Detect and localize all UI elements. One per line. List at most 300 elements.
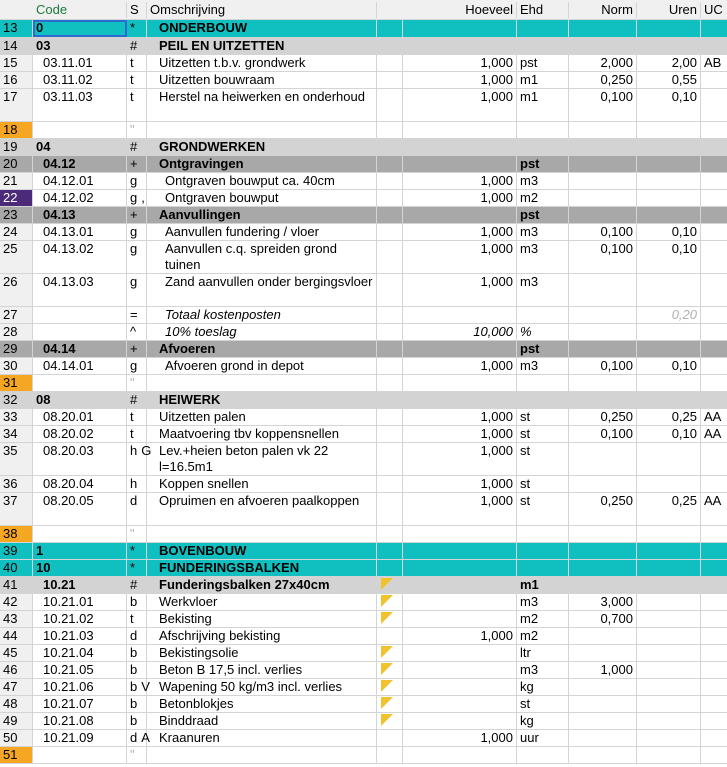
norm-cell[interactable]	[569, 324, 637, 340]
hoeveel-cell[interactable]	[403, 139, 517, 155]
marker-cell[interactable]	[377, 324, 403, 340]
marker-cell[interactable]	[377, 55, 403, 71]
hoeveel-cell[interactable]	[403, 341, 517, 357]
ehd-cell[interactable]: m3	[517, 224, 569, 240]
s-cell[interactable]	[127, 543, 147, 559]
marker-cell[interactable]	[377, 190, 403, 206]
marker-cell[interactable]	[377, 173, 403, 189]
description-cell[interactable]: Koppen snellen	[147, 476, 377, 492]
description-cell[interactable]: BOVENBOUW	[147, 543, 377, 559]
norm-cell[interactable]	[569, 696, 637, 712]
uren-cell[interactable]	[637, 20, 701, 37]
marker-cell[interactable]	[377, 89, 403, 121]
description-cell[interactable]: Aanvullen fundering / vloer	[147, 224, 377, 240]
row-number[interactable]: 33	[0, 409, 33, 425]
marker-cell[interactable]	[377, 747, 403, 763]
description-cell[interactable]	[147, 375, 377, 391]
ehd-cell[interactable]: m3	[517, 662, 569, 678]
uc-cell[interactable]	[701, 645, 727, 661]
uc-cell[interactable]	[701, 241, 727, 273]
uren-cell[interactable]	[637, 122, 701, 138]
marker-cell[interactable]	[377, 476, 403, 492]
row-number[interactable]: 23	[0, 207, 33, 223]
note-marker-icon[interactable]	[381, 663, 393, 675]
s-cell[interactable]	[127, 173, 147, 189]
uren-cell[interactable]	[637, 560, 701, 576]
norm-cell[interactable]: 0,100	[569, 241, 637, 273]
code-cell[interactable]: 04	[33, 139, 127, 155]
norm-cell[interactable]: 0,700	[569, 611, 637, 627]
row-number[interactable]: 41	[0, 577, 33, 593]
marker-cell[interactable]	[377, 358, 403, 374]
norm-cell[interactable]	[569, 173, 637, 189]
uren-cell[interactable]	[637, 594, 701, 610]
description-cell[interactable]: Herstel na heiwerken en onderhoud	[147, 89, 377, 121]
ehd-cell[interactable]	[517, 38, 569, 54]
description-cell[interactable]: Zand aanvullen onder bergingsvloer	[147, 274, 377, 306]
s-cell[interactable]	[127, 679, 150, 695]
code-cell[interactable]: 03.11.02	[33, 72, 127, 88]
s-cell[interactable]	[127, 375, 147, 391]
row-number[interactable]: 49	[0, 713, 33, 729]
marker-cell[interactable]	[377, 38, 403, 54]
ehd-cell[interactable]	[517, 139, 569, 155]
description-cell[interactable]: Maatvoering tbv koppensnellen	[147, 426, 377, 442]
row-number[interactable]: 13	[0, 20, 33, 37]
s-cell[interactable]	[127, 324, 147, 340]
ehd-cell[interactable]: %	[517, 324, 569, 340]
row-number[interactable]: 27	[0, 307, 33, 323]
code-cell[interactable]	[33, 375, 127, 391]
code-cell[interactable]: 03.11.03	[33, 89, 127, 121]
uc-cell[interactable]	[701, 476, 727, 492]
norm-cell[interactable]	[569, 526, 637, 542]
uren-cell[interactable]	[637, 443, 701, 475]
ehd-cell[interactable]: m2	[517, 190, 569, 206]
ehd-cell[interactable]	[517, 543, 569, 559]
uren-cell[interactable]	[637, 375, 701, 391]
s-cell[interactable]	[127, 72, 147, 88]
hoeveel-cell[interactable]: 10,000	[403, 324, 517, 340]
marker-cell[interactable]	[377, 560, 403, 576]
ehd-cell[interactable]: st	[517, 493, 569, 525]
code-cell[interactable]: 04.12.02	[33, 190, 127, 206]
marker-cell[interactable]	[377, 341, 403, 357]
row-number[interactable]: 34	[0, 426, 33, 442]
description-cell[interactable]: GRONDWERKEN	[147, 139, 377, 155]
ehd-cell[interactable]: st	[517, 443, 569, 475]
hoeveel-cell[interactable]: 1,000	[403, 224, 517, 240]
hoeveel-cell[interactable]	[403, 696, 517, 712]
norm-cell[interactable]	[569, 577, 637, 593]
note-marker-icon[interactable]	[381, 697, 393, 709]
row-number[interactable]: 19	[0, 139, 33, 155]
norm-cell[interactable]: 2,000	[569, 55, 637, 71]
s-cell[interactable]	[127, 358, 147, 374]
code-cell[interactable]: 08.20.05	[33, 493, 127, 525]
uren-cell[interactable]	[637, 526, 701, 542]
marker-cell[interactable]	[377, 156, 403, 172]
hoeveel-cell[interactable]	[403, 207, 517, 223]
hoeveel-cell[interactable]	[403, 122, 517, 138]
description-cell[interactable]: Bekistingsolie	[147, 645, 377, 661]
uc-cell[interactable]	[701, 190, 727, 206]
ehd-cell[interactable]	[517, 392, 569, 408]
hoeveel-cell[interactable]: 1,000	[403, 476, 517, 492]
uc-cell[interactable]: AA	[704, 409, 722, 424]
description-cell[interactable]: Beton B 17,5 incl. verlies	[147, 662, 377, 678]
uc-cell[interactable]	[701, 89, 727, 121]
s-cell[interactable]	[127, 628, 147, 644]
row-number[interactable]: 40	[0, 560, 33, 576]
row-number[interactable]: 31	[0, 375, 33, 391]
s-cell[interactable]	[127, 730, 150, 746]
ehd-cell[interactable]: m1	[517, 577, 569, 593]
code-cell[interactable]: 0	[33, 20, 127, 37]
uren-cell[interactable]	[637, 628, 701, 644]
row-number[interactable]: 25	[0, 241, 33, 273]
uc-cell[interactable]	[701, 274, 727, 306]
uren-cell[interactable]	[637, 324, 701, 340]
hoeveel-cell[interactable]	[403, 38, 517, 54]
code-cell[interactable]: 08	[33, 392, 127, 408]
marker-cell[interactable]	[377, 207, 403, 223]
uren-cell[interactable]: 2,00	[637, 55, 701, 71]
norm-cell[interactable]	[569, 543, 637, 559]
ehd-cell[interactable]: m1	[517, 89, 569, 121]
marker-cell[interactable]	[377, 139, 403, 155]
row-number[interactable]: 22	[0, 190, 33, 206]
s-cell[interactable]	[127, 476, 147, 492]
description-cell[interactable]: Betonblokjes	[147, 696, 377, 712]
row-number[interactable]: 44	[0, 628, 33, 644]
column-header-norm[interactable]: Norm	[569, 2, 637, 18]
s-cell[interactable]	[127, 55, 147, 71]
ehd-cell[interactable]: pst	[517, 207, 569, 223]
uc-cell[interactable]	[701, 543, 727, 559]
hoeveel-cell[interactable]	[403, 375, 517, 391]
uc-cell[interactable]	[701, 594, 727, 610]
hoeveel-cell[interactable]: 1,000	[403, 241, 517, 273]
code-cell[interactable]: 08.20.01	[33, 409, 127, 425]
uc-cell[interactable]	[701, 38, 727, 54]
row-number[interactable]: 35	[0, 443, 33, 475]
uren-cell[interactable]	[637, 611, 701, 627]
description-cell[interactable]: Uitzetten t.b.v. grondwerk	[147, 55, 377, 71]
description-cell[interactable]: Wapening 50 kg/m3 incl. verlies	[147, 679, 377, 695]
uc-cell[interactable]: AB	[704, 55, 722, 70]
uc-cell[interactable]	[701, 730, 727, 746]
uc-cell[interactable]: AA	[704, 426, 722, 441]
marker-cell[interactable]	[377, 594, 403, 610]
uc-cell[interactable]	[701, 560, 727, 576]
row-number[interactable]: 15	[0, 55, 33, 71]
ehd-cell[interactable]: kg	[517, 713, 569, 729]
ehd-cell[interactable]: m3	[517, 594, 569, 610]
marker-cell[interactable]	[377, 645, 403, 661]
marker-cell[interactable]	[377, 526, 403, 542]
marker-cell[interactable]	[377, 611, 403, 627]
row-number[interactable]: 30	[0, 358, 33, 374]
row-number[interactable]: 20	[0, 156, 33, 172]
description-cell[interactable]: Ontgraven bouwput ca. 40cm	[147, 173, 377, 189]
description-cell[interactable]: Bekisting	[147, 611, 377, 627]
code-cell[interactable]	[33, 324, 127, 340]
ehd-cell[interactable]: st	[517, 426, 569, 442]
description-cell[interactable]: Totaal kostenposten	[147, 307, 377, 323]
ehd-cell[interactable]	[517, 307, 569, 323]
norm-cell[interactable]	[569, 20, 637, 37]
row-number[interactable]: 48	[0, 696, 33, 712]
ehd-cell[interactable]: pst	[517, 341, 569, 357]
marker-cell[interactable]	[377, 713, 403, 729]
uren-cell[interactable]	[637, 274, 701, 306]
norm-cell[interactable]: 0,100	[569, 426, 637, 442]
s-cell[interactable]	[127, 190, 147, 206]
uren-cell[interactable]: 0,55	[637, 72, 701, 88]
marker-cell[interactable]	[377, 577, 403, 593]
uc-cell[interactable]	[701, 324, 727, 340]
uc-cell[interactable]	[701, 156, 727, 172]
uren-cell[interactable]	[637, 747, 701, 763]
note-marker-icon[interactable]	[381, 714, 393, 726]
description-cell[interactable]: ONDERBOUW	[147, 20, 377, 37]
row-number[interactable]: 46	[0, 662, 33, 678]
uc-cell[interactable]	[701, 224, 727, 240]
uren-cell[interactable]: 0,10	[637, 241, 701, 273]
row-number[interactable]: 16	[0, 72, 33, 88]
ehd-cell[interactable]	[517, 20, 569, 37]
norm-cell[interactable]	[569, 747, 637, 763]
s-cell[interactable]	[127, 122, 147, 138]
code-cell[interactable]: 10.21.03	[33, 628, 127, 644]
code-cell[interactable]: 04.12	[33, 156, 127, 172]
row-number[interactable]: 37	[0, 493, 33, 525]
s-cell[interactable]	[127, 426, 147, 442]
description-cell[interactable]: Uitzetten bouwraam	[147, 72, 377, 88]
row-number[interactable]: 28	[0, 324, 33, 340]
description-cell[interactable]: PEIL EN UITZETTEN	[147, 38, 377, 54]
description-cell[interactable]: Afvoeren grond in depot	[147, 358, 377, 374]
uc-cell[interactable]	[701, 375, 727, 391]
norm-cell[interactable]: 0,250	[569, 72, 637, 88]
code-cell[interactable]: 04.14.01	[33, 358, 127, 374]
uren-cell[interactable]	[637, 476, 701, 492]
row-number[interactable]: 18	[0, 122, 33, 138]
s-cell[interactable]	[127, 207, 147, 223]
norm-cell[interactable]: 0,250	[569, 493, 637, 525]
norm-cell[interactable]: 1,000	[569, 662, 637, 678]
hoeveel-cell[interactable]: 1,000	[403, 358, 517, 374]
uren-cell[interactable]	[637, 341, 701, 357]
hoeveel-cell[interactable]: 1,000	[403, 628, 517, 644]
ehd-cell[interactable]: m3	[517, 358, 569, 374]
norm-cell[interactable]: 0,100	[569, 224, 637, 240]
hoeveel-cell[interactable]: 1,000	[403, 493, 517, 525]
code-cell[interactable]: 04.12.01	[33, 173, 127, 189]
description-cell[interactable]: Aanvullen c.q. spreiden grond tuinen	[147, 241, 377, 273]
hoeveel-cell[interactable]	[403, 577, 517, 593]
description-cell[interactable]: Afvoeren	[147, 341, 377, 357]
s-cell[interactable]	[127, 713, 147, 729]
ehd-cell[interactable]: st	[517, 696, 569, 712]
code-cell[interactable]	[33, 747, 127, 763]
uc-cell[interactable]	[701, 628, 727, 644]
code-cell[interactable]	[33, 526, 127, 542]
column-header-s[interactable]: S	[127, 2, 147, 18]
uc-cell[interactable]	[701, 713, 727, 729]
ehd-cell[interactable]: st	[517, 409, 569, 425]
marker-cell[interactable]	[377, 730, 403, 746]
marker-cell[interactable]	[377, 274, 403, 306]
marker-cell[interactable]	[377, 122, 403, 138]
uc-cell[interactable]	[701, 662, 727, 678]
description-cell[interactable]: Afschrijving bekisting	[147, 628, 377, 644]
uren-cell[interactable]: 0,20	[637, 307, 701, 323]
code-cell[interactable]: 10.21	[33, 577, 127, 593]
hoeveel-cell[interactable]	[403, 747, 517, 763]
marker-cell[interactable]	[377, 426, 403, 442]
column-header-hoeveel[interactable]: Hoeveel	[403, 2, 517, 18]
row-number[interactable]: 17	[0, 89, 33, 121]
ehd-cell[interactable]: pst	[517, 55, 569, 71]
code-cell[interactable]: 10.21.05	[33, 662, 127, 678]
code-cell[interactable]: 08.20.02	[33, 426, 127, 442]
code-cell[interactable]	[33, 307, 127, 323]
hoeveel-cell[interactable]	[403, 543, 517, 559]
code-cell[interactable]: 10.21.07	[33, 696, 127, 712]
uc-cell[interactable]	[701, 72, 727, 88]
norm-cell[interactable]	[569, 139, 637, 155]
ehd-cell[interactable]: m3	[517, 173, 569, 189]
marker-cell[interactable]	[377, 409, 403, 425]
description-cell[interactable]: Kraanuren	[147, 730, 377, 746]
hoeveel-cell[interactable]: 1,000	[403, 89, 517, 121]
marker-cell[interactable]	[377, 224, 403, 240]
code-cell[interactable]: 03	[33, 38, 127, 54]
marker-cell[interactable]	[377, 493, 403, 525]
uc-cell[interactable]	[701, 173, 727, 189]
row-number[interactable]: 24	[0, 224, 33, 240]
ehd-cell[interactable]: m2	[517, 611, 569, 627]
uc-cell[interactable]: AA	[704, 493, 722, 508]
code-cell[interactable]: 10.21.08	[33, 713, 127, 729]
norm-cell[interactable]	[569, 156, 637, 172]
row-number[interactable]: 43	[0, 611, 33, 627]
marker-cell[interactable]	[377, 543, 403, 559]
marker-cell[interactable]	[377, 679, 403, 695]
code-cell[interactable]: 10.21.04	[33, 645, 127, 661]
description-cell[interactable]: Opruimen en afvoeren paalkoppen	[147, 493, 377, 525]
ehd-cell[interactable]: m3	[517, 241, 569, 273]
uc-cell[interactable]	[701, 392, 727, 408]
norm-cell[interactable]	[569, 476, 637, 492]
ehd-cell[interactable]: kg	[517, 679, 569, 695]
hoeveel-cell[interactable]	[403, 307, 517, 323]
code-cell[interactable]: 04.13.01	[33, 224, 127, 240]
uc-cell[interactable]	[701, 696, 727, 712]
norm-cell[interactable]	[569, 341, 637, 357]
norm-cell[interactable]	[569, 38, 637, 54]
s-cell[interactable]	[127, 611, 147, 627]
description-cell[interactable]: Ontgravingen	[147, 156, 377, 172]
hoeveel-cell[interactable]: 1,000	[403, 72, 517, 88]
s-cell[interactable]	[127, 526, 147, 542]
uc-cell[interactable]	[701, 20, 727, 37]
marker-cell[interactable]	[377, 628, 403, 644]
uc-cell[interactable]	[701, 341, 727, 357]
code-cell[interactable]: 08.20.03	[33, 443, 127, 475]
norm-cell[interactable]	[569, 679, 637, 695]
marker-cell[interactable]	[377, 307, 403, 323]
s-cell[interactable]	[127, 645, 147, 661]
norm-cell[interactable]: 0,100	[569, 358, 637, 374]
s-cell[interactable]	[127, 392, 147, 408]
marker-cell[interactable]	[377, 241, 403, 273]
description-cell[interactable]	[147, 122, 377, 138]
s-cell[interactable]	[127, 241, 147, 273]
row-number[interactable]: 14	[0, 38, 33, 54]
hoeveel-cell[interactable]	[403, 662, 517, 678]
row-number[interactable]: 36	[0, 476, 33, 492]
norm-cell[interactable]	[569, 628, 637, 644]
s-cell[interactable]	[127, 594, 147, 610]
description-cell[interactable]: Binddraad	[147, 713, 377, 729]
uren-cell[interactable]: 0,25	[637, 409, 701, 425]
column-header-uren[interactable]: Uren	[637, 2, 701, 18]
uren-cell[interactable]	[637, 38, 701, 54]
column-header-uc[interactable]: UC	[704, 1, 723, 17]
marker-cell[interactable]	[377, 696, 403, 712]
marker-cell[interactable]	[377, 443, 403, 475]
description-cell[interactable]	[147, 747, 377, 763]
norm-cell[interactable]	[569, 730, 637, 746]
uc-cell[interactable]	[701, 139, 727, 155]
hoeveel-cell[interactable]	[403, 713, 517, 729]
ehd-cell[interactable]: pst	[517, 156, 569, 172]
s-cell[interactable]	[127, 577, 147, 593]
s-cell[interactable]	[127, 139, 147, 155]
uren-cell[interactable]	[637, 679, 701, 695]
description-cell[interactable]: Lev.+heien beton palen vk 22 l=16.5m1	[147, 443, 377, 475]
code-cell[interactable]: 04.14	[33, 341, 127, 357]
hoeveel-cell[interactable]: 1,000	[403, 173, 517, 189]
s-cell[interactable]	[127, 662, 147, 678]
uc-cell[interactable]	[701, 207, 727, 223]
code-cell[interactable]: 04.13.03	[33, 274, 127, 306]
norm-cell[interactable]	[569, 443, 637, 475]
description-cell[interactable]: Uitzetten palen	[147, 409, 377, 425]
code-cell[interactable]: 08.20.04	[33, 476, 127, 492]
description-cell[interactable]: Funderingsbalken 27x40cm	[147, 577, 377, 593]
norm-cell[interactable]	[569, 375, 637, 391]
ehd-cell[interactable]: st	[517, 476, 569, 492]
uren-cell[interactable]	[637, 543, 701, 559]
note-marker-icon[interactable]	[381, 578, 393, 590]
uren-cell[interactable]: 0,10	[637, 89, 701, 121]
uc-cell[interactable]	[701, 122, 727, 138]
code-cell[interactable]: 10.21.02	[33, 611, 127, 627]
code-cell[interactable]: 04.13	[33, 207, 127, 223]
s-cell[interactable]	[127, 696, 147, 712]
ehd-cell[interactable]: m3	[517, 274, 569, 306]
uc-cell[interactable]	[701, 577, 727, 593]
row-number[interactable]: 38	[0, 526, 33, 542]
row-number[interactable]: 32	[0, 392, 33, 408]
code-cell[interactable]: 04.13.02	[33, 241, 127, 273]
uren-cell[interactable]	[637, 577, 701, 593]
s-cell[interactable]	[127, 307, 147, 323]
